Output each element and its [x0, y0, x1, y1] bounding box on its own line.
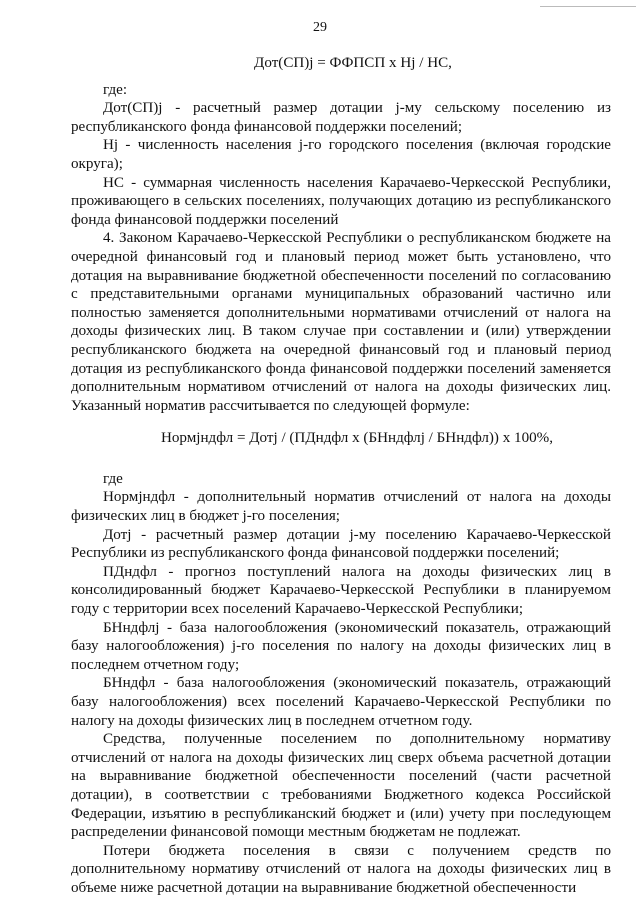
formula-ndfl-norm: Нормjндфл = Дотj / (ПДндфл x (БНндфлj / БНндфл)) x 100%,	[160, 430, 554, 447]
paragraph-4: 4. Законом Карачаево-Черкесской Республики о республиканском бюджете на очередной финансовый год и плановый период может быть установлено, что дотация на выравнивание бюджетной обеспеченности поселений по согласованию с представительными органами муниципальных образований частично или полностью заменяется дополнительными нормативами отчислений от налога на доходы физических лиц. В таком случае при составлении и (или) утверждении республиканского бюджета на очередной финансовый год и плановый период дотация из республиканского фонда финансовой поддержки поселений заменяется дополнительным нормативом отчислений от налога на доходы физических лиц. Указанный норматив рассчитывается по следующей формуле:	[71, 230, 611, 414]
paragraph-losses: Потери бюджета поселения в связи с получением средств по дополнительному нормативу отчислений от налога на доходы физических лиц в объеме ниже расчетной дотации на выравнивание бюджетной обеспеченности	[71, 842, 611, 896]
definition-dot-j: Дотj - расчетный размер дотации j-му поселению Карачаево-Черкесской Республики из республиканского фонда финансовой поддержки поселений;	[71, 526, 611, 562]
where-label-2: где	[103, 470, 123, 487]
where-label: где:	[103, 81, 128, 98]
formula-subsidy-rural: Дот(СП)j = ФФПСП x Hj / HС,	[254, 55, 452, 71]
paragraph-funds: Средства, полученные поселением по дополнительному нормативу отчислений от налога на доходы физических лиц сверх объема расчетной дотации на выравнивание бюджетной обеспеченности поселений (части расчетной дотации), в соответствии с требованиями Бюджетного кодекса Российской Федерации, изъятию в республиканский бюджет и (или) учету при последующем распределении финансовой помощи местным бюджетам не подлежат.	[71, 731, 611, 841]
page-content	[71, 48, 611, 898]
top-edge-rule	[540, 6, 636, 7]
definition-dot-sp: Дот(СП)j - расчетный размер дотации j-му сельскому поселению из республиканского фонда финансовой поддержки поселений;	[71, 100, 611, 135]
page-number: 29	[313, 20, 327, 35]
definition-bn-ndfl: БНндфл - база налогообложения (экономический показатель, отражающий базу налогообложения) всех поселений Карачаево-Черкесской Республики по налогу на доходы физических лиц в последнем отчетном году.	[71, 675, 611, 729]
definition-pd-ndfl: ПДндфл - прогноз поступлений налога на доходы физических лиц в консолидированный бюджет Карачаево-Черкесской Республики в планируемом году с территории всех поселений Карачаево-Черкесской Республики;	[71, 563, 611, 618]
definition-norm-ndfl: Нормjндфл - дополнительный норматив отчислений от налога на доходы физических лиц в бюджет j-го поселения;	[71, 489, 611, 525]
definition-bn-ndfl-j: БНндфлj - база налогообложения (экономический показатель, отражающий базу налогообложения) j-го поселения по налогу на доходы физических лиц в последнем отчетном году;	[71, 619, 611, 673]
definition-hj: Hj - численность населения j-го городского поселения (включая городские округа);	[71, 137, 611, 172]
definition-hs: HС - суммарная численность населения Карачаево-Черкесской Республики, проживающего в сельских поселениях, получающих дотацию из республиканского фонда финансовой поддержки поселений	[71, 174, 611, 228]
